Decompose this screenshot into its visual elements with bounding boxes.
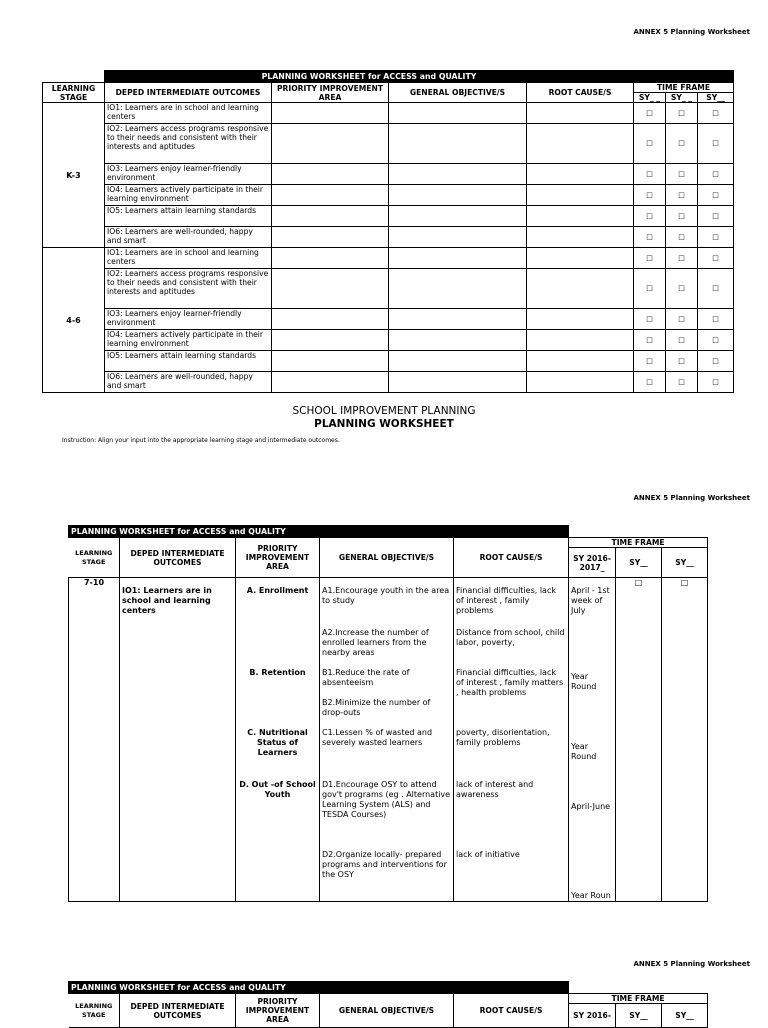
objective-cell[interactable]	[389, 248, 527, 269]
objective-cell[interactable]	[389, 330, 527, 351]
checkbox[interactable]: □	[666, 248, 698, 269]
root-cause-cell: poverty, disorientation, family problems	[454, 728, 569, 780]
root-cause-cell[interactable]	[527, 309, 634, 330]
header-objective: GENERAL OBJECTIVE/S	[320, 994, 454, 1028]
outcome-cell: IO1: Learners are in school and learning centers	[105, 248, 272, 269]
outcome-cell: IO3: Learners enjoy learner-friendly environment	[105, 309, 272, 330]
objective-cell[interactable]	[389, 124, 527, 164]
priority-cell[interactable]	[272, 164, 389, 185]
priority-cell: C. Nutritional Status of Learners	[236, 728, 320, 780]
objective-cell[interactable]	[389, 227, 527, 248]
objective-cell: B2.Minimize the number of drop-outs	[320, 698, 454, 728]
annex-label: ANNEX 5 Planning Worksheet	[633, 28, 750, 36]
worksheet-table-3	[68, 981, 708, 1028]
checkbox[interactable]: □	[666, 309, 698, 330]
checkbox[interactable]: □	[666, 185, 698, 206]
header-outcomes: DEPED INTERMEDIATE OUTCOMES	[120, 538, 236, 578]
objective-cell: C1.Lessen % of wasted and severely wasted learners	[320, 728, 454, 780]
header-outcomes: DEPED INTERMEDIATE OUTCOMES	[105, 83, 272, 103]
checkbox[interactable]: □	[666, 351, 698, 372]
checkbox[interactable]: □	[634, 103, 666, 124]
checkbox[interactable]: □	[634, 248, 666, 269]
header-sy-1: SY 2016-	[569, 1004, 616, 1028]
priority-cell[interactable]	[272, 309, 389, 330]
checkbox[interactable]: □	[666, 124, 698, 164]
objective-cell: A1.Encourage youth in the area to study	[320, 578, 454, 628]
header-root-cause: ROOT CAUSE/S	[454, 538, 569, 578]
checkbox[interactable]: □	[666, 164, 698, 185]
worksheet-title: PLANNING WORKSHEET for ACCESS and QUALITY	[105, 71, 634, 83]
worksheet-table-2	[68, 525, 708, 902]
priority-cell: A. Enrollment	[236, 578, 320, 628]
instruction-text: Instruction: Align your input into the appropriate learning stage and intermediate outcomes.	[62, 437, 340, 444]
priority-cell	[236, 628, 320, 668]
checkbox[interactable]: □	[634, 351, 666, 372]
header-time-frame: TIME FRAME	[569, 994, 708, 1004]
checkbox[interactable]: □	[698, 309, 734, 330]
objective-cell: A2.Increase the number of enrolled learners from the nearby areas	[320, 628, 454, 668]
worksheet-table-1	[42, 70, 734, 393]
root-cause-cell[interactable]	[527, 185, 634, 206]
header-sy-1: SY 2016-2017_	[569, 548, 616, 578]
root-cause-cell[interactable]	[527, 227, 634, 248]
objective-cell[interactable]	[389, 164, 527, 185]
priority-cell[interactable]	[272, 227, 389, 248]
checkbox[interactable]: □	[662, 578, 708, 902]
outcome-cell: IO2: Learners access programs responsive to their needs and consistent with their interests and aptitudes	[105, 124, 272, 164]
objective-cell: D2.Organize locally- prepared programs and interventions for the OSY	[320, 850, 454, 902]
stage-label: 7-10	[69, 578, 120, 902]
root-cause-cell[interactable]	[527, 164, 634, 185]
root-cause-cell[interactable]	[527, 351, 634, 372]
priority-cell[interactable]	[272, 351, 389, 372]
outcome-cell: IO5: Learners attain learning standards	[105, 351, 272, 372]
checkbox[interactable]: □	[634, 372, 666, 393]
outcome-cell: IO4: Learners actively participate in their learning environment	[105, 185, 272, 206]
checkbox[interactable]: □	[634, 185, 666, 206]
outcome-cell: IO6: Learners are well-rounded, happy and smart	[105, 372, 272, 393]
checkbox[interactable]: □	[698, 185, 734, 206]
header-time-frame: TIME FRAME	[569, 538, 708, 548]
outcome-cell: IO5: Learners attain learning standards	[105, 206, 272, 227]
priority-cell[interactable]	[272, 206, 389, 227]
checkbox[interactable]: □	[666, 227, 698, 248]
header-objective: GENERAL OBJECTIVE/S	[320, 538, 454, 578]
priority-cell	[236, 850, 320, 902]
objective-cell[interactable]	[389, 185, 527, 206]
worksheet-title: PLANNING WORKSHEET for ACCESS and QUALITY	[69, 982, 569, 994]
checkbox[interactable]: □	[698, 372, 734, 393]
checkbox[interactable]: □	[666, 103, 698, 124]
outcome-cell: IO6: Learners are well-rounded, happy and smart	[105, 227, 272, 248]
priority-cell[interactable]	[272, 124, 389, 164]
header-learning-stage: LEARNING STAGE	[69, 538, 120, 578]
header-outcomes: DEPED INTERMEDIATE OUTCOMES	[120, 994, 236, 1028]
stage-label: 4-6	[43, 248, 105, 393]
priority-cell[interactable]	[272, 330, 389, 351]
root-cause-cell: Distance from school, child labor, poverty,	[454, 628, 569, 668]
checkbox[interactable]: □	[634, 124, 666, 164]
objective-cell[interactable]	[389, 269, 527, 309]
time-frame-cell: April - 1st week of July	[569, 578, 616, 668]
header-sy-2: SY__	[616, 548, 662, 578]
section-title: SCHOOL IMPROVEMENT PLANNING	[292, 405, 476, 417]
objective-cell[interactable]	[389, 309, 527, 330]
header-priority: PRIORITY IMPROVEMENT AREA	[236, 538, 320, 578]
header-root-cause: ROOT CAUSE/S	[527, 83, 634, 103]
root-cause-cell[interactable]	[527, 124, 634, 164]
header-sy-2: SY__	[616, 1004, 662, 1028]
outcome-cell: IO1: Learners are in school and learning centers	[105, 103, 272, 124]
worksheet-title: PLANNING WORKSHEET for ACCESS and QUALITY	[69, 526, 569, 538]
checkbox[interactable]: □	[698, 164, 734, 185]
checkbox[interactable]: □	[634, 227, 666, 248]
time-frame-cell: April-June	[569, 780, 616, 850]
checkbox[interactable]: □	[698, 227, 734, 248]
checkbox[interactable]: □	[634, 330, 666, 351]
priority-cell[interactable]	[272, 248, 389, 269]
priority-cell[interactable]	[272, 372, 389, 393]
checkbox[interactable]: □	[666, 269, 698, 309]
root-cause-cell[interactable]	[527, 372, 634, 393]
checkbox[interactable]: □	[698, 330, 734, 351]
header-sy-2: SY_ _	[666, 93, 698, 103]
checkbox[interactable]: □	[698, 124, 734, 164]
header-sy-3: SY__	[662, 1004, 708, 1028]
annex-label: ANNEX 5 Planning Worksheet	[633, 960, 750, 968]
outcome-cell: IO4: Learners actively participate in their learning environment	[105, 330, 272, 351]
root-cause-cell[interactable]	[527, 248, 634, 269]
root-cause-cell: Financial difficulties, lack of interest , family matters , health problems	[454, 668, 569, 728]
checkbox[interactable]: □	[666, 330, 698, 351]
root-cause-cell[interactable]	[527, 206, 634, 227]
checkbox[interactable]: □	[698, 351, 734, 372]
checkbox[interactable]: □	[698, 206, 734, 227]
objective-cell[interactable]	[389, 372, 527, 393]
section-subtitle: PLANNING WORKSHEET	[314, 418, 454, 430]
time-frame-cell: Year Round	[569, 668, 616, 728]
priority-cell	[236, 698, 320, 728]
header-priority: PRIORITY IMPROVEMENT AREA	[272, 83, 389, 103]
checkbox[interactable]: □	[698, 269, 734, 309]
objective-cell[interactable]	[389, 351, 527, 372]
checkbox[interactable]: □	[666, 206, 698, 227]
root-cause-cell[interactable]	[527, 103, 634, 124]
header-objective: GENERAL OBJECTIVE/S	[389, 83, 527, 103]
time-frame-cell: Year Round	[569, 728, 616, 780]
objective-cell: B1.Reduce the rate of absenteeism	[320, 668, 454, 698]
outcome-cell: IO1: Learners are in school and learning centers	[120, 578, 236, 902]
root-cause-cell[interactable]	[527, 269, 634, 309]
header-sy-3: SY__	[698, 93, 734, 103]
header-sy-3: SY__	[662, 548, 708, 578]
root-cause-cell: lack of initiative	[454, 850, 569, 902]
outcome-cell: IO2: Learners access programs responsive to their needs and consistent with their interests and aptitudes	[105, 269, 272, 309]
time-frame-cell: Year Roun	[569, 850, 616, 902]
priority-cell: B. Retention	[236, 668, 320, 698]
outcome-cell: IO3: Learners enjoy learner-friendly environment	[105, 164, 272, 185]
root-cause-cell[interactable]	[527, 330, 634, 351]
checkbox[interactable]: □	[634, 164, 666, 185]
checkbox[interactable]: □	[634, 309, 666, 330]
priority-cell[interactable]	[272, 269, 389, 309]
stage-label: K-3	[43, 103, 105, 248]
checkbox[interactable]: □	[616, 578, 662, 902]
root-cause-cell: lack of interest and awareness	[454, 780, 569, 850]
checkbox[interactable]: □	[698, 248, 734, 269]
header-sy-1: SY_ _	[634, 93, 666, 103]
priority-cell[interactable]	[272, 185, 389, 206]
checkbox[interactable]: □	[698, 103, 734, 124]
objective-cell: D1.Encourage OSY to attend gov't programs (eg . Alternative Learning System (ALS) and TESDA Courses)	[320, 780, 454, 850]
objective-cell[interactable]	[389, 206, 527, 227]
checkbox[interactable]: □	[634, 206, 666, 227]
header-time-frame: TIME FRAME	[634, 83, 734, 93]
priority-cell: D. Out -of School Youth	[236, 780, 320, 850]
root-cause-cell: Financial difficulties, lack of interest , family problems	[454, 578, 569, 628]
checkbox[interactable]: □	[666, 372, 698, 393]
objective-cell[interactable]	[389, 103, 527, 124]
checkbox[interactable]: □	[634, 269, 666, 309]
priority-cell[interactable]	[272, 103, 389, 124]
header-learning-stage: LEARNING STAGE	[69, 994, 120, 1028]
header-learning-stage: LEARNING STAGE	[43, 83, 105, 103]
header-root-cause: ROOT CAUSE/S	[454, 994, 569, 1028]
annex-label: ANNEX 5 Planning Worksheet	[633, 494, 750, 502]
header-priority: PRIORITY IMPROVEMENT AREA	[236, 994, 320, 1028]
